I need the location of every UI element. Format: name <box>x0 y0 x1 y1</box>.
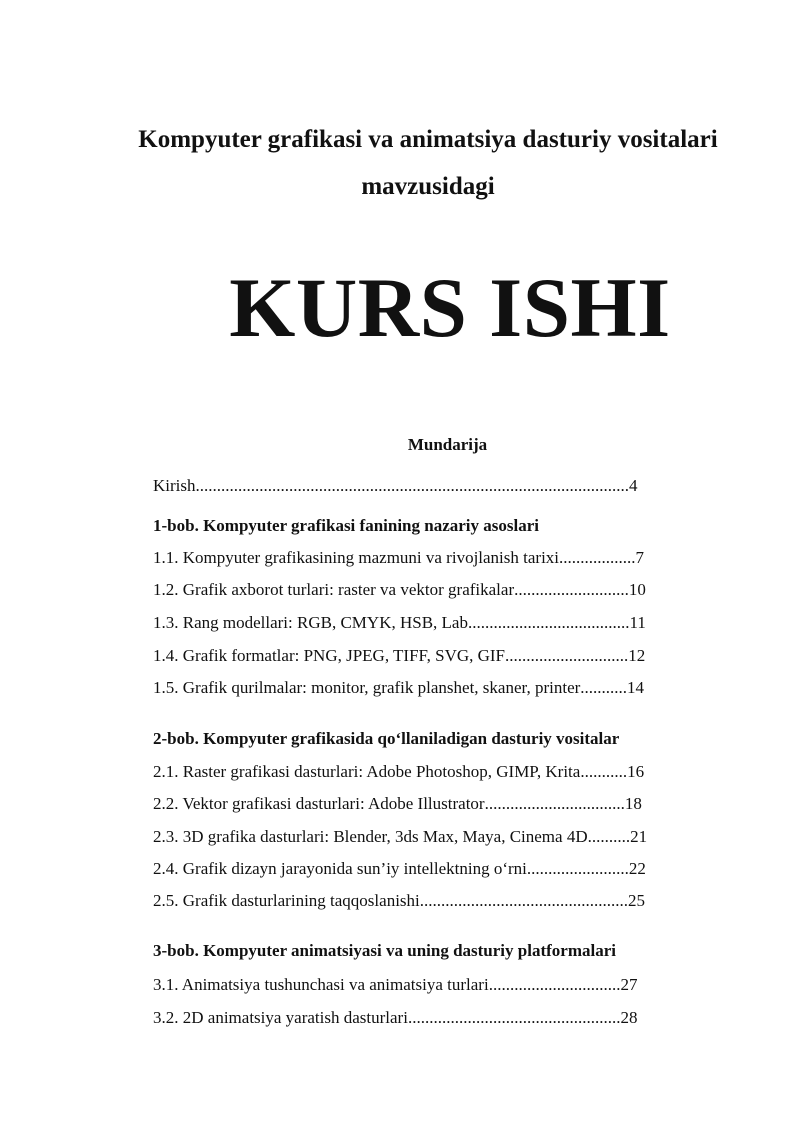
subject-title-line-1: Kompyuter grafikasi va animatsiya dasturiy vositalari <box>138 126 718 153</box>
toc-leader-dots: .......... <box>587 827 631 846</box>
toc-leader-dots: ........... <box>580 678 628 697</box>
toc-entry-label: 2.4. Grafik dizayn jarayonida sun’iy intellektning o‘rni <box>153 859 527 878</box>
toc-page-number: 28 <box>620 1008 638 1027</box>
toc-leader-dots: ........... <box>580 762 628 781</box>
toc-page-number: 11 <box>629 613 646 632</box>
toc-page-number: 7 <box>635 548 645 567</box>
toc-page-number: 25 <box>628 891 646 910</box>
toc-entry-label: 2.2. Vektor grafikasi dasturlari: Adobe Illustrator <box>153 794 485 813</box>
toc-entry <box>153 677 644 699</box>
toc-page-number: 14 <box>627 678 645 697</box>
toc-entry-label: 2.5. Grafik dasturlarining taqqoslanishi <box>153 891 420 910</box>
toc-page-number: 22 <box>628 859 646 878</box>
toc-leader-dots: ................................. <box>484 794 625 813</box>
toc-entry-label: 1.3. Rang modellari: RGB, CMYK, HSB, Lab <box>153 613 468 632</box>
toc-chapter-1-title: 1-bob. Kompyuter grafikasi fanining nazariy asoslari <box>153 516 539 535</box>
toc-entry <box>153 579 646 601</box>
subject-title-line-2: mavzusidagi <box>361 173 495 200</box>
toc-page-number: 4 <box>629 476 638 495</box>
toc-heading: Mundarija <box>407 435 488 454</box>
toc-leader-dots: ........................... <box>514 580 629 599</box>
toc-page-number: 21 <box>630 827 648 846</box>
toc-chapter-2-title: 2-bob. Kompyuter grafikasida qo‘llaniladigan dasturiy vositalar <box>153 729 620 748</box>
toc-leader-dots: ................................................. <box>419 891 629 910</box>
toc-leader-dots: ...................................................................................................... <box>195 476 629 495</box>
toc-page-number: 10 <box>628 580 646 599</box>
toc-leader-dots: ........................ <box>526 859 629 878</box>
toc-page-number: 12 <box>628 646 646 665</box>
toc-entry <box>153 1007 637 1029</box>
toc-entry-label: 3.1. Animatsiya tushunchasi va animatsiya turlari <box>153 975 489 994</box>
toc-entry <box>153 645 645 667</box>
toc-entry <box>153 761 644 783</box>
toc-entry <box>153 547 644 569</box>
toc-page-number: 27 <box>620 975 638 994</box>
toc-leader-dots: .................. <box>559 548 636 567</box>
toc-entry <box>153 612 646 634</box>
toc-entry-label: Kirish <box>153 476 196 495</box>
toc-leader-dots: .................................................. <box>407 1008 621 1027</box>
toc-leader-dots: ............................. <box>505 646 629 665</box>
toc-entry-label: 1.5. Grafik qurilmalar: monitor, grafik planshet, skaner, printer <box>153 678 581 697</box>
toc-entry-label: 1.1. Kompyuter grafikasining mazmuni va rivojlanish tarixi <box>153 548 560 567</box>
document-type-heading: KURS ISHI <box>229 261 671 355</box>
toc-entry <box>153 793 642 815</box>
toc-page-number: 18 <box>624 794 642 813</box>
toc-entry-label: 1.2. Grafik axborot turlari: raster va vektor grafikalar <box>153 580 515 599</box>
toc-leader-dots: ............................... <box>488 975 621 994</box>
toc-entry-intro <box>153 475 638 497</box>
toc-chapter-3-title: 3-bob. Kompyuter animatsiyasi va uning dasturiy platformalari <box>153 941 616 960</box>
toc-entry-label: 2.3. 3D grafika dasturlari: Blender, 3ds Max, Maya, Cinema 4D <box>153 827 588 846</box>
toc-entry <box>153 826 647 848</box>
toc-entry <box>153 890 645 912</box>
toc-entry-label: 1.4. Grafik formatlar: PNG, JPEG, TIFF, SVG, GIF <box>153 646 506 665</box>
toc-entry-label: 3.2. 2D animatsiya yaratish dasturlari <box>153 1008 408 1027</box>
toc-page-number: 16 <box>627 762 645 781</box>
toc-entry-label: 2.1. Raster grafikasi dasturlari: Adobe Photoshop, GIMP, Krita <box>153 762 581 781</box>
toc-entry <box>153 858 646 880</box>
toc-leader-dots: ...................................... <box>467 613 630 632</box>
toc-entry <box>153 974 637 996</box>
